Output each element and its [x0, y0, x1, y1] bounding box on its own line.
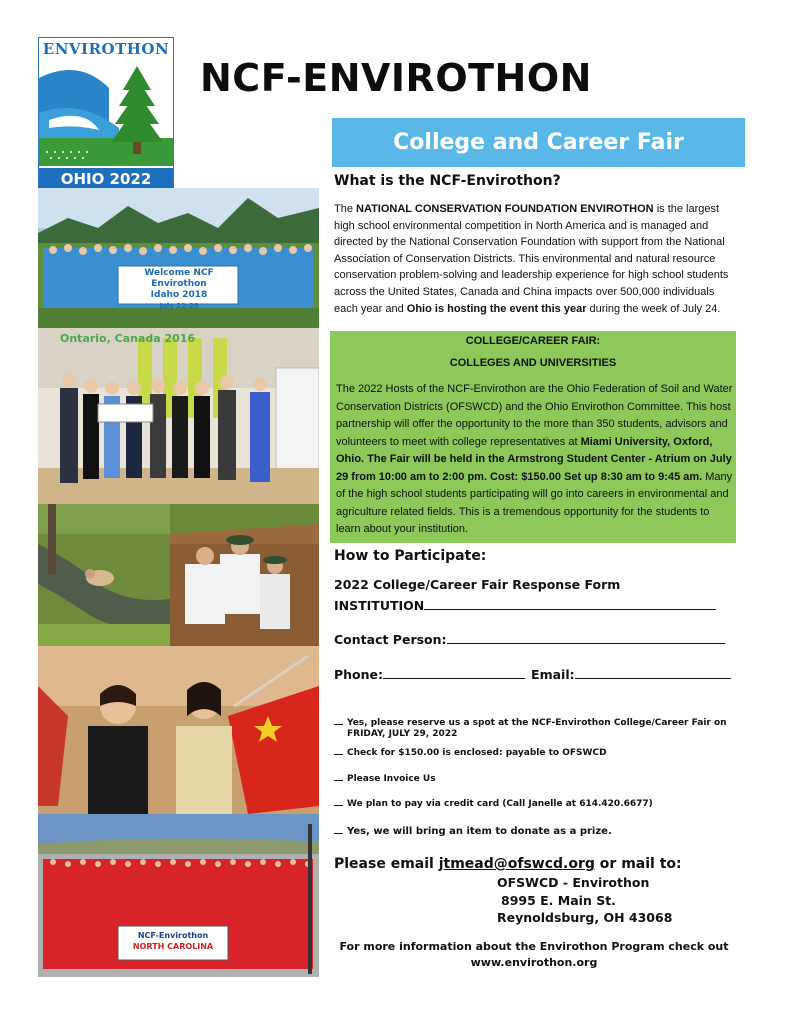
photo-idaho-group — [38, 188, 319, 328]
intro-end: during the week of July 24. — [586, 302, 721, 315]
fair-text-a: The 2022 Hosts of the NCF-Envirothon are the Ohio Federation of Soil and Water Conservation Districts (OFSWCD) and the Ohio Envirothon Committee. This host partnership will offer the opportunity to the more than 350 students, advisors and volunteers to meet with college representatives at — [336, 383, 733, 448]
fair-text — [336, 381, 734, 539]
nc-group-image — [38, 814, 319, 977]
idaho-sign-line3: July 22-28 — [159, 302, 199, 310]
contact-person-field[interactable] — [334, 632, 725, 647]
option-check-label: Check for $150.00 is enclosed: payable to OFSWCD — [347, 748, 607, 758]
option-reserve[interactable] — [334, 718, 727, 728]
ontario-caption: Ontario, Canada 2016 — [60, 332, 196, 345]
fair-title-2: COLLEGES AND UNIVERSITIES — [449, 357, 617, 369]
fair-info-box — [330, 331, 736, 543]
idaho-sign — [120, 268, 238, 312]
footer-url[interactable]: www.envirothon.org — [470, 956, 598, 969]
option-check[interactable] — [334, 748, 607, 758]
email-instructions — [334, 856, 682, 872]
address-line-2: 8995 E. Main St. — [501, 893, 616, 908]
phone-line[interactable] — [383, 667, 525, 679]
option-invoice-label: Please Invoice Us — [347, 774, 436, 784]
contact-person-line[interactable] — [447, 632, 725, 644]
logo-year: OHIO 2022 — [39, 168, 173, 190]
email-link[interactable]: jtmead@ofswcd.org — [438, 856, 595, 872]
footer-line-1: For more information about the Envirothon Program check out — [339, 940, 729, 953]
logo-title: ENVIROTHON — [42, 40, 170, 58]
option-credit-card-label: We plan to pay via credit card (Call Janelle at 614.420.6677) — [347, 799, 653, 809]
participate-heading: How to Participate: — [334, 548, 487, 564]
soil-pit-image — [170, 504, 319, 646]
photo-soil-pit — [170, 504, 319, 646]
envirothon-logo — [38, 37, 174, 191]
address-line-1: OFSWCD - Envirothon — [497, 875, 650, 890]
institution-line[interactable] — [424, 598, 716, 610]
nc-sign — [120, 930, 226, 952]
contact-person-label: Contact Person: — [334, 632, 447, 647]
photo-ontario-award — [38, 328, 319, 504]
intro-heading: What is the NCF-Envirothon? — [334, 173, 561, 189]
address-line-3: Reynoldsburg, OH 43068 — [497, 910, 673, 925]
fair-text-b: Many of the high school students participating will go into careers in environmental and agriculture related fields. This is a tremendous opportunity for the students to learn about your institution. — [336, 470, 733, 535]
option-donate-label: Yes, we will bring an item to donate as a prize. — [347, 826, 612, 837]
fair-title-1: COLLEGE/CAREER FAIR: — [465, 335, 601, 347]
email-label: Email: — [531, 667, 575, 682]
ontario-award-image — [38, 328, 319, 504]
intro-body: is the largest high school environmental competition in North America and is managed and directed by the National Conservation Foundation with support from the National Association of Conservation Districts. This environmental and natural resource conservation problem-solving and leadership experience for high school students across the United States, Canada and China impacts over 500,000 individuals each year and — [334, 203, 729, 315]
idaho-sign-line2: Idaho 2018 — [150, 290, 208, 300]
banner-text: College and Career Fair — [393, 130, 684, 155]
institution-field[interactable] — [334, 598, 716, 613]
form-title: 2022 College/Career Fair Response Form — [334, 577, 621, 592]
email-lead: Please email — [334, 856, 439, 872]
email-tail: or mail to: — [594, 856, 682, 872]
nc-sign-line2: NORTH CAROLINA — [132, 942, 214, 951]
phone-email-field[interactable] — [334, 667, 731, 682]
intro-bold-ohio: Ohio is hosting the event this year — [406, 302, 587, 315]
intro-paragraph — [334, 201, 736, 317]
photo-flag-girls — [38, 646, 319, 814]
email-line[interactable] — [575, 667, 731, 679]
photo-stream — [38, 504, 170, 646]
intro-bold-ncf: NATIONAL CONSERVATION FOUNDATION ENVIROTHON — [356, 203, 654, 215]
phone-label: Phone: — [334, 667, 384, 682]
pine-tree-logo-icon — [39, 58, 173, 166]
nc-sign-line1: NCF-Envirothon — [137, 931, 209, 940]
intro-lead: The — [334, 203, 357, 215]
title-banner — [332, 118, 745, 167]
institution-label: INSTITUTION — [334, 598, 425, 613]
option-credit-card[interactable] — [334, 799, 653, 809]
idaho-sign-line1: Welcome NCF Envirothon — [144, 268, 214, 289]
flag-girls-image — [38, 646, 319, 814]
stream-image — [38, 504, 170, 646]
option-invoice[interactable] — [334, 774, 436, 784]
option-reserve-date: FRIDAY, JULY 29, 2022 — [347, 729, 458, 739]
photo-nc-group — [38, 814, 319, 977]
option-reserve-label: Yes, please reserve us a spot at the NCF-Envirothon College/Career Fair on — [347, 718, 727, 728]
page-title: NCF-ENVIROTHON — [200, 56, 592, 100]
fair-text-bold: Miami University, Oxford, Ohio. The Fair will be held in the Armstrong Student Center - Atrium on July 29 from 10:00 am to 2:00 pm. Cost: $150.00 Set up 8:30 am to 9:45 am. — [336, 435, 732, 483]
option-donate[interactable] — [334, 826, 612, 837]
